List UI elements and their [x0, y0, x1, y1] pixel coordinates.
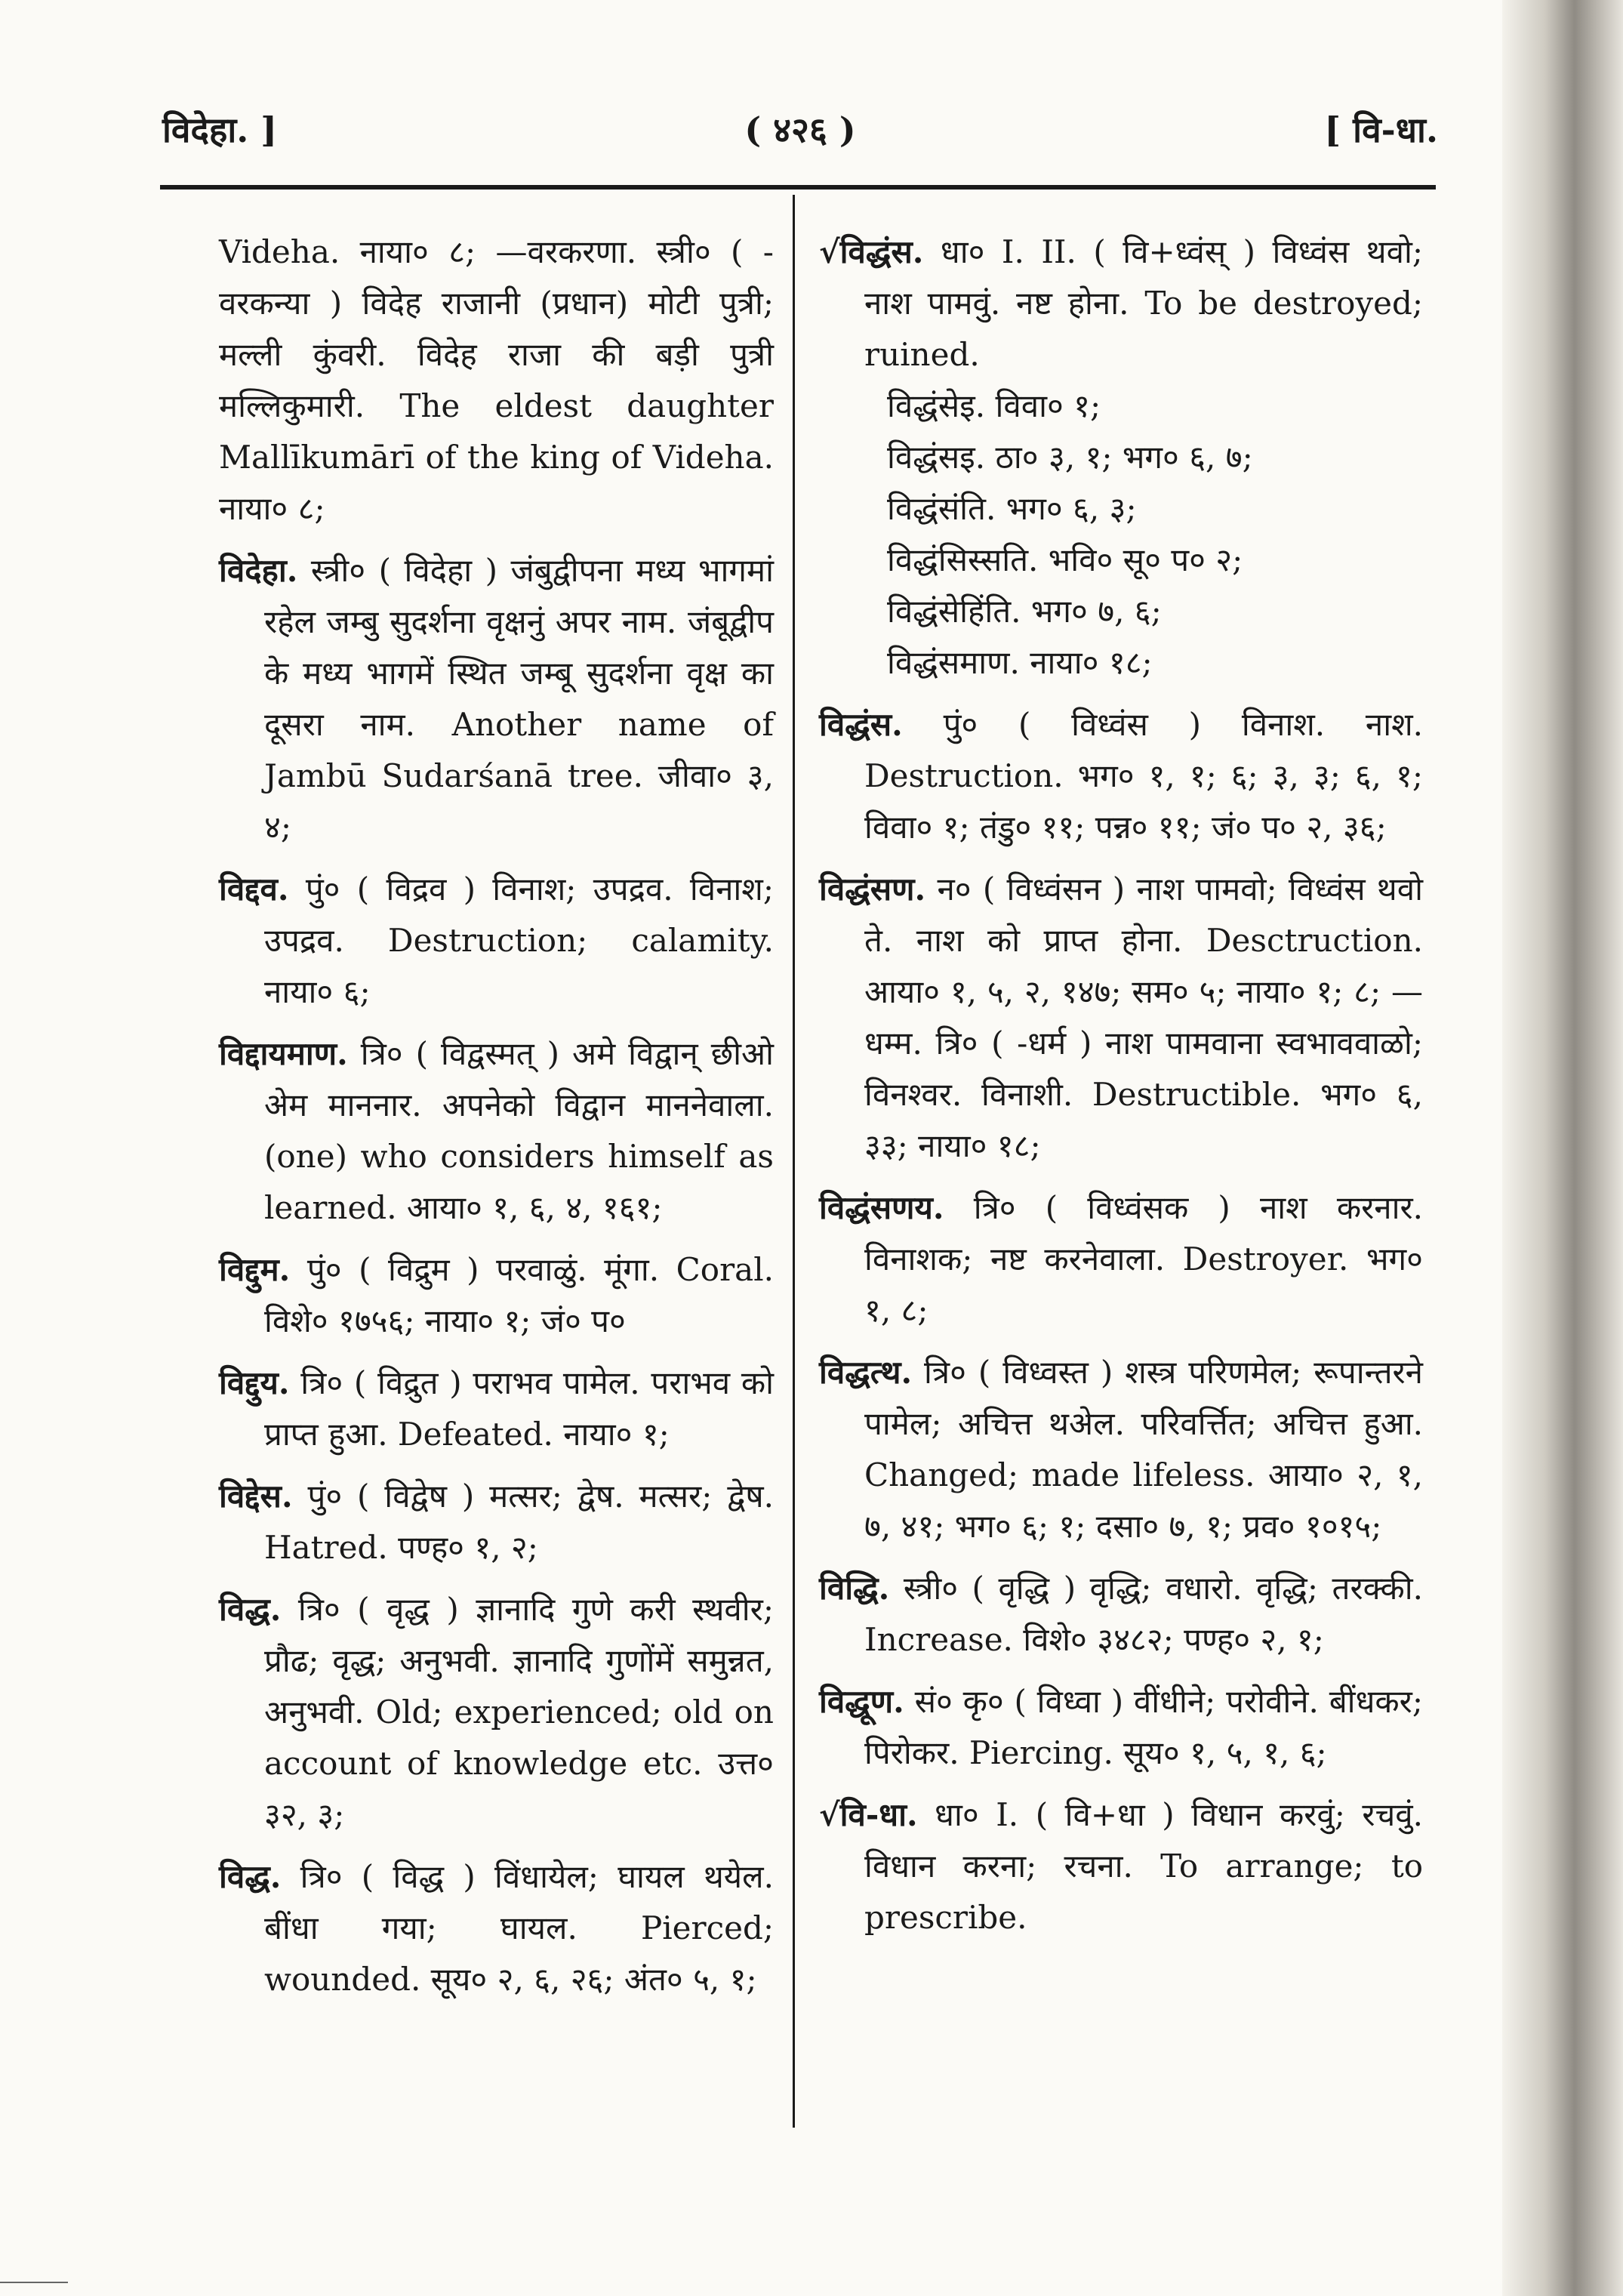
dictionary-entry	[819, 1347, 1423, 1552]
entry-headword: विद्दुय.	[219, 1364, 290, 1401]
entry-headword: विद्धि.	[819, 1570, 890, 1607]
dictionary-entry	[819, 1789, 1423, 1943]
entry-headword: विद्धंसणय.	[819, 1189, 944, 1226]
entry-definition: स्त्री० ( विदेहा ) जंबुद्वीपना मध्य भागमां रहेल जम्बु सुदर्शना वृक्षनुं अपर नाम. जंबूद्वीप के मध्य भागमें स्थित जम्बू सुदर्शना वृक्ष का दूसरा नाम. Another name of Jambū Sudarśanā tree. जीवा० ३, ४;	[264, 552, 775, 846]
entry-subform: विद्धंसेइ. विवा० १;	[887, 387, 1101, 424]
entry-definition: पुं० ( विद्रव ) विनाश; उपद्रव. विनाश; उपद्रव. Destruction; calamity. नाया० ६;	[264, 871, 774, 1010]
entry-definition: धा० I. II. ( वि+ध्वंस् ) विध्वंस थवो; नाश पामवुं. नष्ट होना. To be destroyed; ruined.	[864, 233, 1423, 373]
entry-subform: विद्धंसमाण. नाया० १८;	[887, 644, 1153, 681]
entry-definition: न० ( विध्वंसन ) नाश पामवो; विध्वंस थवो ते. नाश को प्राप्त होना. Desctruction. आया० १, ५, २, १४७; सम० ५; नाया० १; ८; —धम्म. त्रि० ( -धर्म ) नाश पामवाना स्वभाववाळो; विनश्वर. विनाशी. Destructible. भग० ६, ३३; नाया० १८;	[864, 871, 1424, 1164]
dictionary-entry	[819, 1182, 1423, 1336]
entry-definition: त्रि० ( विध्वस्त ) शस्त्र परिणमेल; रूपान्तरने पामेल; अचित्त थअेल. परिवर्त्तित; अचित्त हुआ. Changed; made lifeless. आया० २, १, ७, ४१; भग० ६; १; दसा० ७, १; प्रव० १०१५;	[864, 1354, 1423, 1545]
entry-headword: विद्दुम.	[219, 1251, 291, 1288]
entry-headword: विद्धत्थ.	[819, 1354, 913, 1391]
dictionary-entry	[819, 227, 1423, 689]
entry-definition: पुं० ( विध्वंस ) विनाश. नाश. Destruction. भग० १, १; ६; ३, ३; ६, १; विवा० १; तंडु० ११; पन्न० ११; जं० प० २, ३६;	[864, 706, 1423, 846]
entry-subform: विद्धंसंति. भग० ६, ३;	[887, 490, 1137, 527]
entry-definition: त्रि० ( विद्रुत ) पराभव पामेल. पराभव को प्राप्त हुआ. Defeated. नाया० १;	[264, 1364, 774, 1453]
page-header	[162, 106, 1438, 166]
right-column	[819, 227, 1423, 1954]
entry-definition: त्रि० ( वृद्ध ) ज्ञानादि गुणे करी स्थवीर; प्रौढ; वृद्ध; अनुभवी. ज्ञानादि गुणोंमें समुन्नत, अनुभवी. Old; experienced; old on account of knowledge etc. उत्त० ३२, ३;	[264, 1591, 774, 1833]
entry-headword: विद्दायमाण.	[219, 1035, 348, 1072]
entry-definition: त्रि० ( विद्ध ) विंधायेल; घायल थयेल. बींधा गया; घायल. Pierced; wounded. सूय० २, ६, २६; अंत० ५, १;	[264, 1858, 774, 1998]
entry-definition: पुं० ( विद्रुम ) परवाळुं. मूंगा. Coral. विशे० १७५६; नाया० १; जं० प०	[264, 1251, 774, 1339]
entry-headword: विद्धंसण.	[819, 871, 926, 908]
page-number: ( ४२६ )	[744, 109, 856, 150]
dictionary-entry	[819, 1676, 1423, 1779]
entry-definition: स्त्री० ( वृद्धि ) वृद्धि; वधारो. वृद्धि; तरक्की. Increase. विशे० ३४८२; पण्ह० २, १;	[864, 1570, 1423, 1658]
dictionary-entry	[819, 1563, 1423, 1666]
entry-headword: √वि-धा.	[819, 1796, 918, 1833]
left-column	[219, 227, 774, 2016]
dictionary-entry	[219, 1851, 774, 2005]
entry-headword: विदेहा.	[219, 552, 298, 589]
entry-subform: विद्धंसिस्सति. भवि० सू० प० २;	[887, 541, 1243, 578]
dictionary-entry	[219, 227, 774, 535]
dictionary-entry	[219, 864, 774, 1018]
dictionary-entry	[219, 545, 774, 853]
entry-definition: त्रि० ( विद्वस्मत् ) अमे विद्वान् छीओ अेम माननार. अपनेको विद्वान माननेवाला. (one) who considers himself as learned. आया० १, ६, ४, १६१;	[264, 1035, 774, 1226]
entry-subform: विद्धंसइ. ठा० ३, १; भग० ६, ७;	[887, 439, 1253, 476]
page-binding-edge	[1502, 0, 1623, 2296]
entry-headword: √विद्धंस.	[819, 233, 924, 270]
entry-definition: त्रि० ( विध्वंसक ) नाश करनार. विनाशक; नष्ट करनेवाला. Destroyer. भग० १, ८;	[864, 1189, 1423, 1329]
entry-definition: पुं० ( विद्वेष ) मत्सर; द्वेष. मत्सर; द्वेष. Hatred. पण्ह० १, २;	[264, 1478, 775, 1566]
entry-subform: विद्धंसेहिंति. भग० ७, ६;	[887, 593, 1162, 630]
entry-headword: विद्ध.	[219, 1858, 282, 1895]
dictionary-entry	[219, 1244, 774, 1347]
column-divider	[793, 195, 795, 2128]
header-right-guideword: [ वि-धा.	[1324, 109, 1438, 150]
entry-headword: विद्ध.	[219, 1591, 282, 1628]
dictionary-entry	[219, 1358, 774, 1460]
dictionary-entry	[819, 864, 1423, 1172]
entry-headword: विद्धूण.	[819, 1683, 904, 1720]
entry-definition: सं० कृ० ( विध्वा ) वींधीने; परोवीने. बींधकर; पिरोकर. Piercing. सूय० १, ५, १, ६;	[864, 1683, 1423, 1771]
entry-headword: विद्देस.	[219, 1478, 293, 1515]
dictionary-entry	[819, 699, 1423, 853]
entry-definition: धा० I. ( वि+धा ) विधान करवुं; रचवुं. विधान करना; रचना. To arrange; to prescribe.	[864, 1796, 1423, 1936]
dictionary-entry	[219, 1584, 774, 1841]
scan-artifact-line	[0, 2282, 68, 2283]
entry-headword: विद्दव.	[219, 871, 289, 908]
entry-definition: Videha. नाया० ८; —वरकरणा. स्त्री० ( -वरकन्या ) विदेह राजानी (प्रधान) मोटी पुत्री; मल्ली कुंवरी. विदेह राजा की बड़ी पुत्री मल्लिकुमारी. The eldest daughter Mallīkumārī of the king of Videha. नाया० ८;	[219, 233, 774, 527]
header-left-guideword: विदेहा. ]	[162, 109, 278, 150]
header-rule	[160, 185, 1436, 190]
dictionary-entry	[219, 1471, 774, 1573]
entry-headword: विद्धंस.	[819, 706, 903, 743]
dictionary-entry	[219, 1028, 774, 1234]
